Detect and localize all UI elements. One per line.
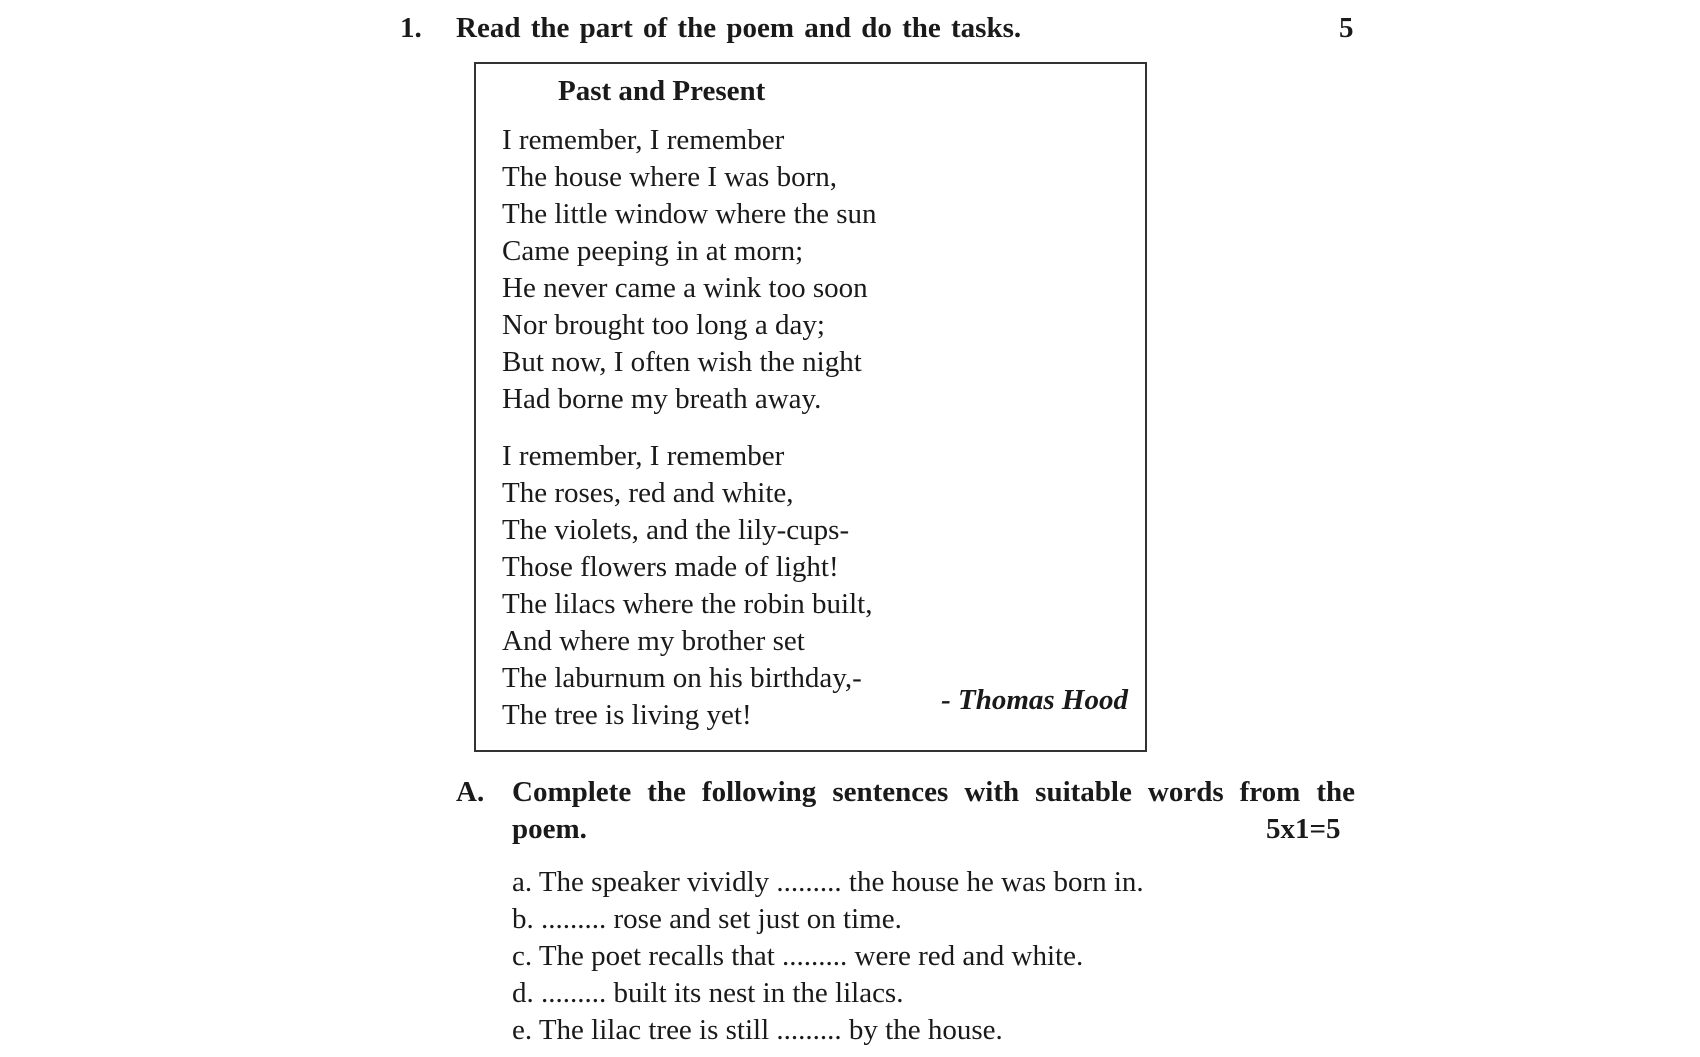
poem-line: And where my brother set xyxy=(502,625,805,657)
poem-line: He never came a wink too soon xyxy=(502,272,868,304)
poem-line: Had borne my breath away. xyxy=(502,383,822,415)
question-marks: 5 xyxy=(1339,12,1354,44)
poem-line: I remember, I remember xyxy=(502,124,785,156)
fill-in-item-a: a. The speaker vividly ......... the house he was born in. xyxy=(512,866,1144,898)
poem-line: The lilacs where the robin built, xyxy=(502,588,873,620)
poem-stanza-2 xyxy=(502,438,872,734)
section-a-marks: 5x1=5 xyxy=(1266,813,1341,845)
poem-author: - Thomas Hood xyxy=(941,684,1128,716)
question-number: 1. xyxy=(400,12,422,44)
poem-box xyxy=(474,62,1147,752)
fill-in-item-e: e. The lilac tree is still ......... by the house. xyxy=(512,1014,1003,1046)
poem-title: Past and Present xyxy=(558,75,766,107)
poem-line: I remember, I remember xyxy=(502,440,785,472)
poem-line: Came peeping in at morn; xyxy=(502,235,804,267)
poem-line: The roses, red and white, xyxy=(502,477,794,509)
fill-in-item-b: b. ......... rose and set just on time. xyxy=(512,903,902,935)
poem-line: The house where I was born, xyxy=(502,161,838,193)
section-a-letter: A. xyxy=(456,776,485,808)
section-a-instruction-line1: Complete the following sentences with suitable words from the xyxy=(512,776,1355,808)
poem-line: The little window where the sun xyxy=(502,198,877,230)
poem-line: Nor brought too long a day; xyxy=(502,309,825,341)
poem-line: The violets, and the lily-cups- xyxy=(502,514,850,546)
fill-in-item-c: c. The poet recalls that ......... were red and white. xyxy=(512,940,1084,972)
poem-line: Those flowers made of light! xyxy=(502,551,839,583)
fill-in-item-d: d. ......... built its nest in the lilacs. xyxy=(512,977,904,1009)
poem-stanza-1 xyxy=(502,122,877,418)
section-a-instruction-line2: poem. xyxy=(512,813,587,845)
poem-line: The laburnum on his birthday,- xyxy=(502,662,862,694)
poem-line: The tree is living yet! xyxy=(502,699,752,731)
question-text: Read the part of the poem and do the tasks. xyxy=(456,12,1022,44)
poem-line: But now, I often wish the night xyxy=(502,346,862,378)
section-a-items xyxy=(512,864,1144,1049)
